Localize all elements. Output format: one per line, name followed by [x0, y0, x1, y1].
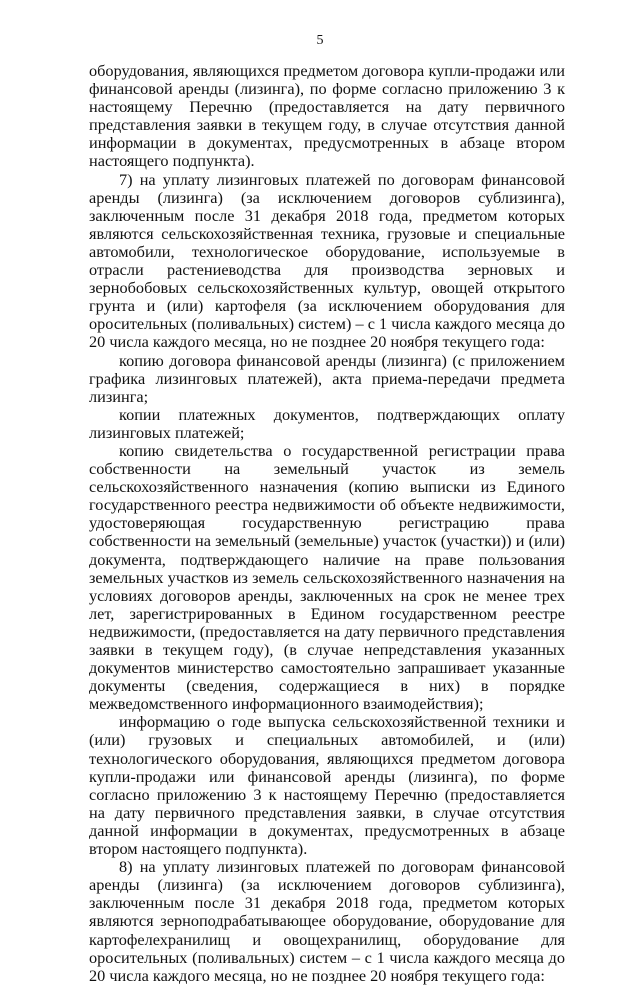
document-body: [89, 62, 565, 985]
paragraph: копии платежных документов, подтверждающих оплату лизинговых платежей;: [89, 404, 565, 442]
page-number: 5: [316, 33, 324, 48]
paragraph: копию свидетельства о государственной регистрации права собственности на земельный участок из земель сельскохозяйственного назначения (копию выписки из Единого государственного реестра недвижимости об объекте недвижимости, удостоверяющая государственную регистрацию права собственности на земельный (земельные) участок (участки)) и (или) документа, подтверждающего наличие на праве пользования земельных участков из земель сельскохозяйственного назначения на условиях договоров аренды, заключенных на срок не менее трех лет, зарегистрированных в Едином государственном реестре недвижимости, (предоставляется на дату первичного представления заявки в текущем году), (в случае непредставления указанных документов министерство самостоятельно запрашивает указанные документы (сведения, содержащиеся в них) в порядке межведомственного информационного взаимодействия);: [89, 440, 565, 714]
paragraph: оборудования, являющихся предметом договора купли-продажи или финансовой аренды (лизинга), по форме согласно приложению 3 к настоящему Перечню (предоставляется на дату первичного представления заявки в текущем году, в случае отсутствия данной информации в документах, предусмотренных в абзаце втором настоящего подпункта).: [89, 61, 565, 171]
paragraph: информацию о годе выпуска сельскохозяйственной техники и (или) грузовых и специальных автомобилей, и (или) технологического оборудования, являющихся предметом договора купли-продажи или финансовой аренды (лизинга), по форме согласно приложению 3 к настоящему Перечню (предоставляется на дату первичного представления заявки, в случае отсутствия данной информации в документах, предусмотренных в абзаце втором настоящего подпункта).: [89, 712, 565, 859]
paragraph: копию договора финансовой аренды (лизинга) (с приложением графика лизинговых платежей), акта приема-передачи предмета лизинга;: [89, 350, 565, 406]
paragraph: 8) на уплату лизинговых платежей по договорам финансовой аренды (лизинга) (за исключением договоров сублизинга), заключенным после 31 декабря 2018 года, предметом которых являются зерноподрабатывающее оборудование, оборудование для картофелехранилищ и овощехранилищ, оборудование для оросительных (поливальных) систем – с 1 числа каждого месяца до 20 числа каждого месяца, но не позднее 20 ноября текущего года:: [89, 857, 565, 985]
paragraph: 7) на уплату лизинговых платежей по договорам финансовой аренды (лизинга) (за исключением договоров сублизинга), заключенным после 31 декабря 2018 года, предметом которых являются сельскохозяйственная техника, грузовые и специальные автомобили, технологическое оборудование, используемые в отрасли растениеводства для производства зерновых и зернобобовых сельскохозяйственных культур, овощей открытого грунта и (или) картофеля (за исключением оборудования для оросительных (поливальных) систем) – с 1 числа каждого месяца до 20 числа каждого месяца, но не позднее 20 ноября текущего года:: [89, 169, 565, 352]
